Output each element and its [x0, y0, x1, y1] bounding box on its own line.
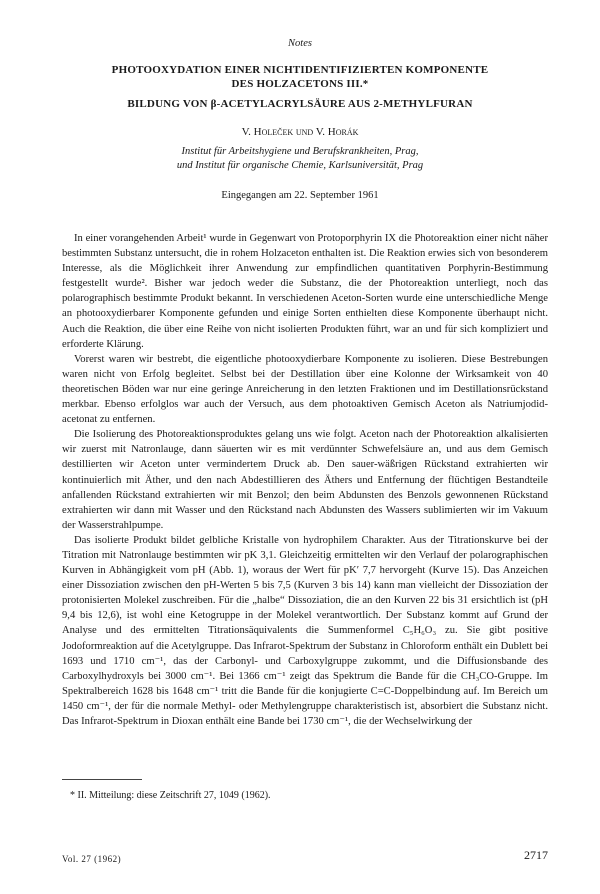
- authors: V. Holeček und V. Horák: [241, 126, 359, 138]
- running-head: Notes: [288, 38, 312, 49]
- article-title: [40, 63, 560, 111]
- affiliation-line-2: und Institut für organische Chemie, Karlsuniversität, Prag: [176, 160, 424, 171]
- paragraph-3: Die Isolierung des Photoreaktionsproduktes gelang uns wie folgt. Aceton nach der Photoreaktion alkalisierten wir zuerst mit Natronlauge, dann säuerten wir es mit verdünnter Schwefelsäure an, und aus dem Gemisch destillierten wir Aceton unter vermindertem Druck ab. Den sauer-wäßrigen Rückstand extrahierten wir kontinuierlich mit Äther, und den nach Abdestillieren des Äthers und Entfernung der flüchtigen Bestandteile anfallenden Rückstand extrahierten wir mit Benzol; den beim Abdunsten des Benzols gewonnenen Rückstand extrahierten wir dann mit Wasser und den Rückstand nach Abdunsten des Wassers sublimierten wir im Vakuum der Wasserstrahlpumpe.: [62, 429, 548, 531]
- volume-info: Vol. 27 (1962): [62, 854, 122, 864]
- page-number: 2717: [524, 848, 548, 862]
- article-subtitle: BILDUNG VON β-ACETYLACRYLSÄURE AUS 2-METHYLFURAN: [127, 98, 473, 110]
- footnote: * II. Mitteilung: diese Zeitschrift 27, 1049 (1962).: [70, 790, 271, 801]
- affiliation-line-1: Institut für Arbeitshygiene und Berufskrankheiten, Prag,: [181, 146, 419, 157]
- footnote-divider: [62, 779, 142, 780]
- paragraph-4: Das isolierte Produkt bildet gelbliche Kristalle von hydrophilem Charakter. Aus der Titrationskurve bei der Titration mit Natronlauge bestimmten wir pK 3,1. Gleichzeitig ermittelten wir den Verlauf der polarographischen Kurven in Abhängigkeit vom pH (Abb. 1), woraus der Wert für pK′ 7,7 hervorgeht (Kurve 15). Das Anzeichen einer Dissoziation zwischen den pH-Werten 5 bis 7,5 (Kurven 3 bis 14) kann man vielleicht der Dissoziation der protonisierten Molekel zuschreiben. Für die „halbe“ Dissoziation, die an den Kurven 22 bis 31 ersichtlich ist (pH 9,4 bis 12,6), ist wohl eine Ketogruppe in der Molekel verantwortlich. Der Substanz kommt auf Grund der Analyse und des ermittelten Titrationsäquivalents die Summenformel C₅H₆O₃ zu. Sie gibt positive Jodoformreaktion auf die Acetylgruppe. Das Infrarot-Spektrum der Substanz in Chloroform enthält ein Dublett bei 1693 und 1710 cm⁻¹, das der Carbonyl- und Carboxylgruppe zukommt, und die Diffusionsbande des Carboxylhydroxyls bei 3000 cm⁻¹. Bei 1366 cm⁻¹ zeigt das Spektrum die Bande für die CH₃CO-Gruppe. Im Spektralbereich 1628 bis 1648 cm⁻¹ tritt die Bande für die konjugierte C=C-Doppelbindung auf. Im Bereich um 1450 cm⁻¹, der für die normale Methyl- oder Methylengruppe charakteristisch ist, absorbiert die Substanz nicht. Das Infrarot-Spektrum in Dioxan enthält eine Bande bei 1730 cm⁻¹, die der Wechselwirkung der: [62, 534, 549, 727]
- title-line-1: PHOTOOXYDATION EINER NICHTIDENTIFIZIERTEN KOMPONENTE: [111, 64, 489, 76]
- affiliation: [0, 145, 600, 173]
- received-date: Eingegangen am 22. September 1961: [221, 190, 379, 201]
- body-text: [62, 231, 548, 729]
- title-line-2: DES HOLZACETONS III.*: [231, 78, 369, 90]
- paragraph-2: Vorerst waren wir bestrebt, die eigentliche photooxydierbare Komponente zu isolieren. Diese Bestrebungen waren nicht von Erfolg begleitet. Selbst bei der Destillation über eine Kolonne der Wirksamkeit von 40 theoretischen Böden war nur eine geringe Anreicherung in den letzten Fraktionen und im Destillationsrückstand merkbar. Ebenso erfolglos war auch der Versuch, aus dem photoaktiven Gemisch Aceton als Natriumjodid-acetonat zu entfernen.: [62, 353, 548, 426]
- paragraph-1: In einer vorangehenden Arbeit¹ wurde in Gegenwart von Protoporphyrin IX die Photoreaktion einer nicht näher bestimmten Substanz untersucht, die in rohem Holzaceton enthalten ist. Die Reaktion erwies sich von besonderem Interesse, als die Möglichkeit ihrer Anwendung zur empfindlichen quantitativen Porphyrin-Bestimmung festgestellt wurde². Bisher war jedoch weder die Substanz, die der Photoreaktion unterliegt, noch das polarographisch bestimmte Produkt bekannt. In verschiedenen Aceton-Sorten wurde eine unterschiedliche Menge an photooxydierbarer Komponente gefunden und einige Sorten enthielten diese Komponente überhaupt nicht. Auch die Reaktion, die über eine Reihe von nicht isolierten Produkten führt, war an und für sich kompliziert und erforderte Klärung.: [62, 233, 548, 350]
